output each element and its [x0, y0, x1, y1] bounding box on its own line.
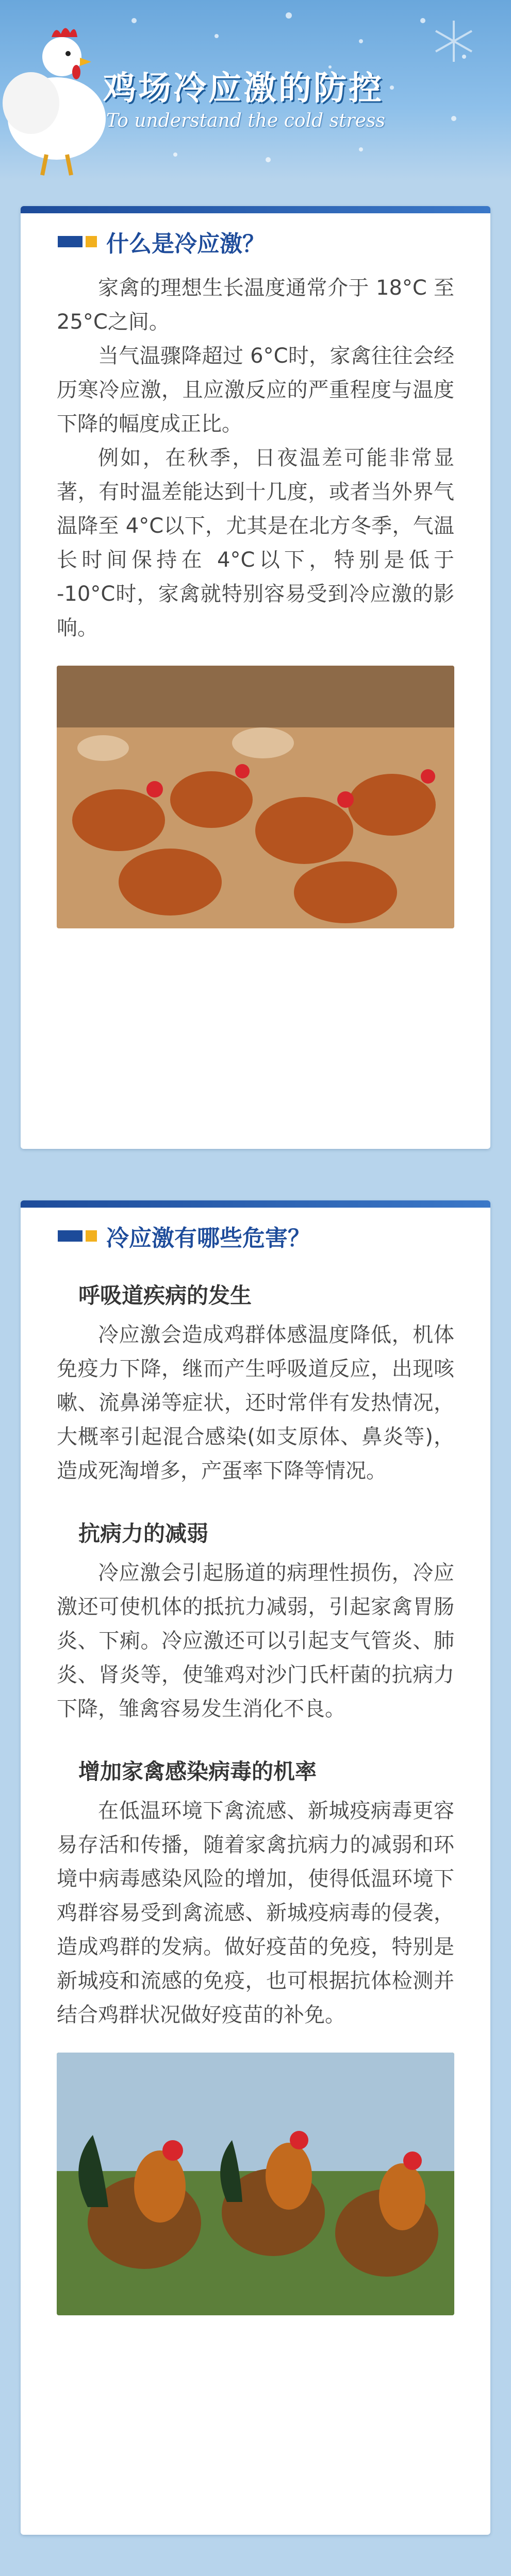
snowflake-icon [436, 21, 472, 62]
section-header [21, 228, 490, 256]
sub-title: 呼吸道疾病的发生 [78, 1283, 252, 1308]
section-harms [21, 1200, 490, 2535]
page-title: 鸡场冷应激的防控 [103, 70, 384, 108]
paragraph: 家禽的理想生长温度通常介于 18°C 至 25°C之间。 [57, 276, 454, 334]
section-what-is-cold-stress [21, 206, 490, 1149]
heading-square-icon [86, 236, 97, 247]
heading-square-icon [86, 1230, 97, 1242]
roosters-photo [57, 2053, 454, 2315]
section-title: 冷应激有哪些危害？ [106, 1225, 310, 1251]
card-top-rule [21, 206, 490, 213]
paragraph: 在低温环境下禽流感、新城疫病毒更容易存活和传播，随着家禽抗病力的减弱和环境中病毒感染风险的增加，使得低温环境下鸡群容易受到禽流感、新城疫病毒的侵袭，造成鸡群的发病。做好疫苗的免疫，特别是新城疫和流感的免疫，也可根据抗体检测并结合鸡群状况做好疫苗的补免。 [57, 1799, 454, 2027]
paragraph: 当气温骤降超过 6°C时，家禽往往会经历寒冷应激，且应激反应的严重程度与温度下降的幅度成正比。 [57, 344, 454, 436]
section-header [21, 1222, 490, 1250]
header-banner [0, 0, 511, 180]
page-subtitle: To understand the cold stress [106, 110, 385, 131]
section-title: 什么是冷应激？ [106, 231, 265, 257]
card-top-rule [21, 1200, 490, 1208]
paragraph: 冷应激会引起肠道的病理性损伤，冷应激还可使机体的抵抗力减弱，引起家禽胃肠炎、下痢。冷应激还可以引起支气管炎、肺炎、肾炎等，使雏鸡对沙门氏杆菌的抗病力下降，雏禽容易发生消化不良。 [57, 1561, 454, 1721]
heading-bar-icon [58, 236, 83, 247]
sub-title: 增加家禽感染病毒的机率 [78, 1759, 317, 1784]
paragraph: 例如，在秋季，日夜温差可能非常显著，有时温差能达到十几度，或者当外界气温降至 4°C以下，尤其是在北方冬季，气温长时间保持在 4°C以下，特别是低于 -10°C时，家禽就特别容易受到冷应激的影响。 [57, 446, 454, 640]
chickens-photo [57, 666, 454, 928]
paragraph: 冷应激会造成鸡群体感温度降低，机体免疫力下降，继而产生呼吸道反应，出现咳嗽、流鼻涕等症状，还时常伴有发热情况，大概率引起混合感染(如支原体、鼻炎等)，造成死淘增多，产蛋率下降等情况。 [57, 1323, 454, 1483]
sub-title: 抗病力的减弱 [78, 1521, 209, 1546]
heading-bar-icon [58, 1230, 83, 1242]
